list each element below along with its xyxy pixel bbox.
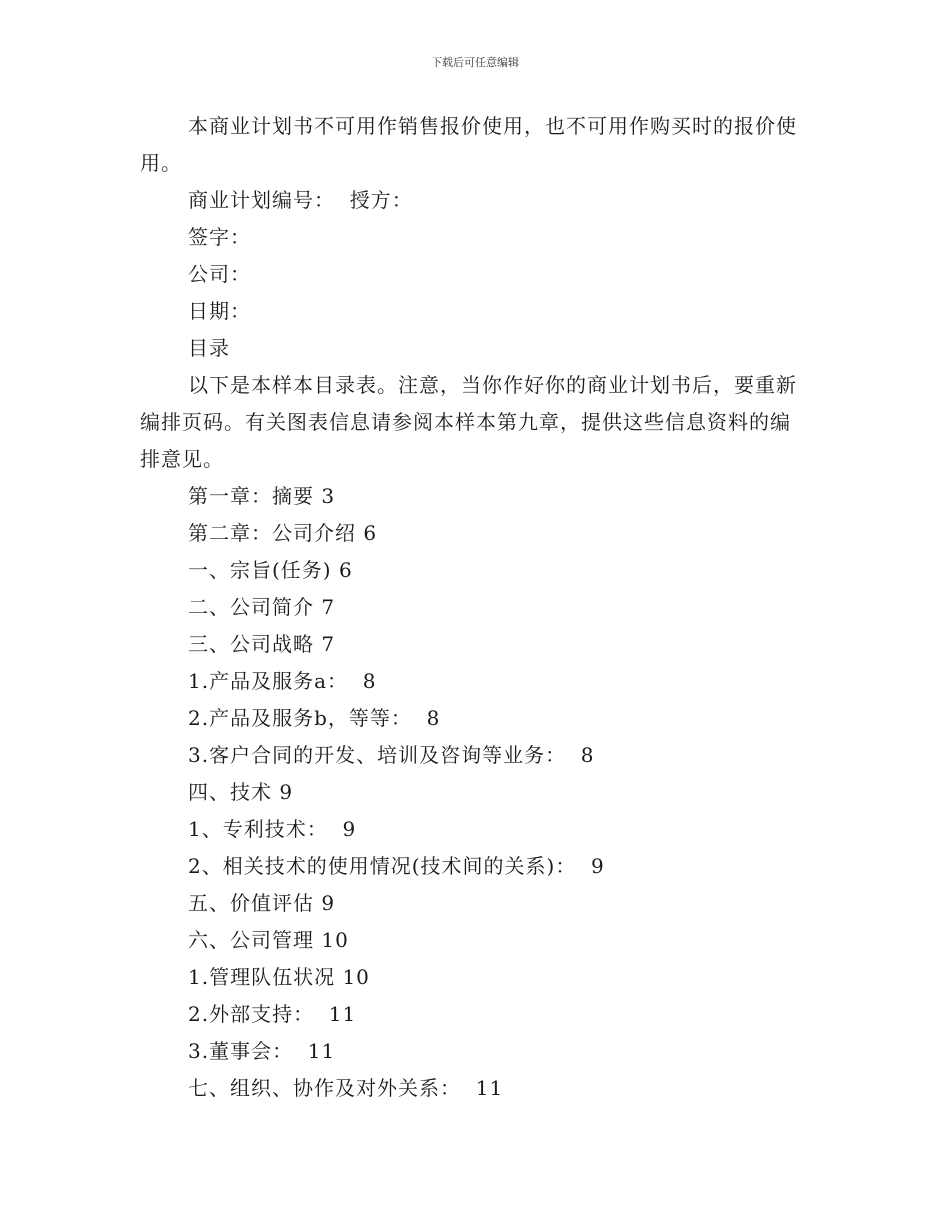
- toc-item: 2、相关技术的使用情况(技术间的关系)： 9: [188, 854, 605, 878]
- field-signature: 签字：: [188, 225, 251, 249]
- toc-item: 1.管理队伍状况 10: [188, 965, 370, 989]
- toc-item: 五、价值评估 9: [188, 891, 336, 915]
- field-date: 日期：: [188, 299, 251, 323]
- toc-item: 1.产品及服务a： 8: [188, 669, 377, 693]
- toc-item: 七、组织、协作及对外关系： 11: [188, 1076, 504, 1100]
- page-header: 下载后可任意编辑: [431, 56, 519, 69]
- toc-item: 一、宗旨(任务) 6: [188, 558, 353, 582]
- toc-title: 目录: [188, 336, 230, 360]
- toc-item: 第一章：摘要 3: [188, 484, 336, 508]
- toc-item: 六、公司管理 10: [188, 928, 349, 952]
- disclaimer-paragraph: 本商业计划书不可用作销售报价使用，也不可用作购买时的报价使用。: [140, 114, 797, 175]
- toc-item: 1、专利技术： 9: [188, 817, 357, 841]
- toc-item: 2.外部支持： 11: [188, 1002, 357, 1026]
- toc-item: 二、公司简介 7: [188, 595, 336, 619]
- toc-item: 3.董事会： 11: [188, 1039, 336, 1063]
- toc-item: 3.客户合同的开发、培训及咨询等业务： 8: [188, 743, 595, 767]
- toc-item: 2.产品及服务b，等等： 8: [188, 706, 441, 730]
- toc-item: 四、技术 9: [188, 780, 294, 804]
- field-company: 公司：: [188, 262, 251, 286]
- toc-item: 三、公司战略 7: [188, 632, 336, 656]
- document-body: [140, 108, 800, 1107]
- toc-note-paragraph: 以下是本样本目录表。注意，当你作好你的商业计划书后，要重新编排页码。有关图表信息请参阅本样本第九章，提供这些信息资料的编排意见。: [140, 373, 797, 471]
- field-plan-number: 商业计划编号： 授方：: [188, 188, 413, 212]
- toc-item: 第二章：公司介绍 6: [188, 521, 378, 545]
